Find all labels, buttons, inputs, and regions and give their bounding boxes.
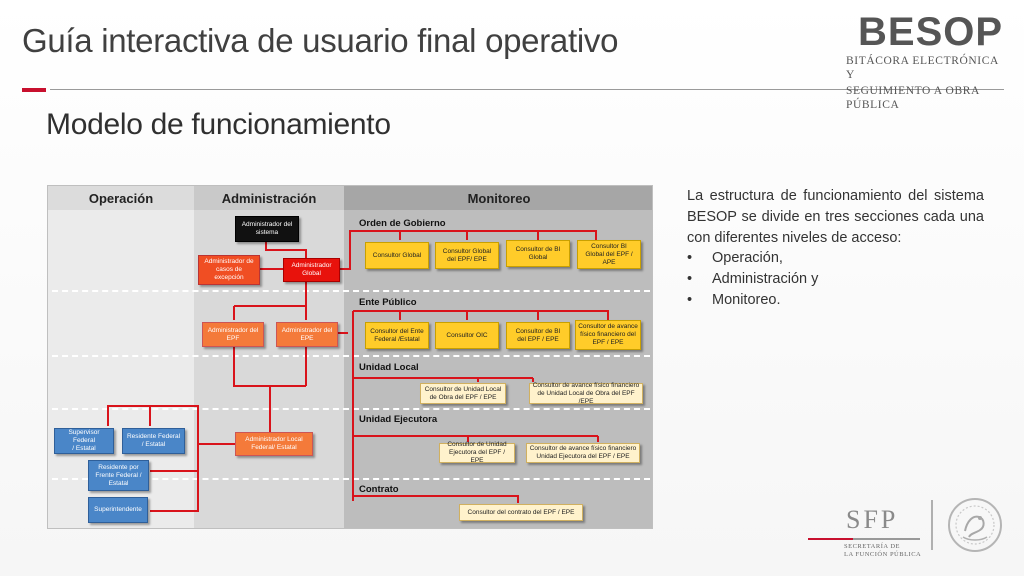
node-residente-frente: Residente por Frente Federal / Estatal (88, 460, 149, 491)
operacion-header: Operación (48, 186, 194, 210)
sfp-caption-line2: LA FUNCIÓN PÚBLICA (844, 551, 922, 558)
level-orden-gobierno: Orden de Gobierno (359, 218, 446, 229)
list-item-text: Monitoreo. (712, 292, 781, 308)
page-subtitle: Modelo de funcionamiento (46, 108, 391, 141)
access-levels-list (687, 248, 984, 311)
list-item-text: Operación, (712, 250, 783, 266)
footer-divider (931, 500, 933, 550)
node-consultor-avance-epf: Consultor de avance físico financiero del EPF / EPE (575, 320, 641, 350)
node-consultor-contrato: Consultor del contrato del EPF / EPE (459, 504, 583, 521)
node-consultor-global: Consultor Global (365, 242, 429, 269)
node-admin-epf: Administrador del EPF (202, 322, 264, 347)
node-consultor-unidad-ejecutora: Consultor de Unidad Ejecutora del EPF / EPE (439, 443, 515, 463)
node-admin-global: Administrador Global (283, 258, 340, 282)
node-admin-epe: Administrador del EPE (276, 322, 338, 347)
besop-logo (846, 12, 1006, 112)
sfp-logo-name: SFP (846, 505, 899, 534)
node-admin-sistema: Administrador del sistema (235, 216, 299, 242)
node-consultor-avance-local: Consultor de avance físico financiero de Unidad Local de Obra del EPF /EPE (529, 383, 643, 404)
bullet-icon: • (687, 271, 693, 287)
page-title: Guía interactiva de usuario final operativo (22, 22, 619, 59)
node-consultor-bi-global: Consultor de BI Global (506, 240, 570, 267)
bullet-icon: • (687, 250, 693, 266)
sfp-caption-line1: SECRETARÍA DE (844, 543, 900, 550)
node-admin-local: Administrador Local Federal/ Estatal (235, 432, 313, 456)
besop-logo-line2: SEGUIMIENTO A OBRA PÚBLICA (846, 85, 980, 111)
level-ente-publico: Ente Público (359, 297, 417, 308)
sfp-logo-caption (844, 543, 921, 559)
monitoreo-header: Monitoreo (344, 186, 653, 210)
node-consultor-oic: Consultor OIC (435, 322, 499, 349)
administracion-header: Administración (194, 186, 344, 210)
title-accent-bar (22, 88, 46, 92)
node-consultor-avance-ejecutora: Consultor de avance físico financiero Unidad Ejecutora del EPF / EPE (526, 443, 640, 463)
besop-logo-line1: BITÁCORA ELECTRÓNICA Y (846, 55, 999, 81)
node-residente: Residente Federal / Estatal (122, 428, 185, 454)
description-text: La estructura de funcionamiento del sistema BESOP se divide en tres secciones cada una con diferentes niveles de acceso: (687, 188, 984, 246)
node-consultor-bi-epf: Consultor de BI del EPF / EPE (506, 322, 570, 349)
level-unidad-ejecutora: Unidad Ejecutora (359, 414, 438, 425)
level-contrato: Contrato (359, 484, 399, 495)
national-seal-icon (947, 497, 1003, 553)
besop-logo-name: BESOP (858, 10, 1004, 54)
node-consultor-global-epf: Consultor Global del EPF/ EPE (435, 242, 499, 269)
list-item (687, 248, 984, 269)
node-consultor-unidad-local: Consultor de Unidad Local de Obra del EPF / EPE (420, 383, 506, 404)
node-admin-casos: Administrador de casos de excepción (198, 255, 260, 285)
sfp-logo-line (808, 538, 920, 540)
list-item-text: Administración y (712, 271, 819, 287)
list-item (687, 290, 984, 311)
level-unidad-local: Unidad Local (359, 362, 419, 373)
node-superintendente: Superintendente (88, 497, 148, 523)
node-supervisor: Supervisor Federal / Estatal (54, 428, 114, 454)
list-item (687, 269, 984, 290)
functioning-diagram (47, 185, 653, 529)
node-consultor-ente: Consultor del Ente Federal /Estatal (365, 322, 429, 349)
bullet-icon: • (687, 292, 693, 308)
node-consultor-bi-global-epf: Consultor BI Global del EPF / APE (577, 240, 641, 269)
